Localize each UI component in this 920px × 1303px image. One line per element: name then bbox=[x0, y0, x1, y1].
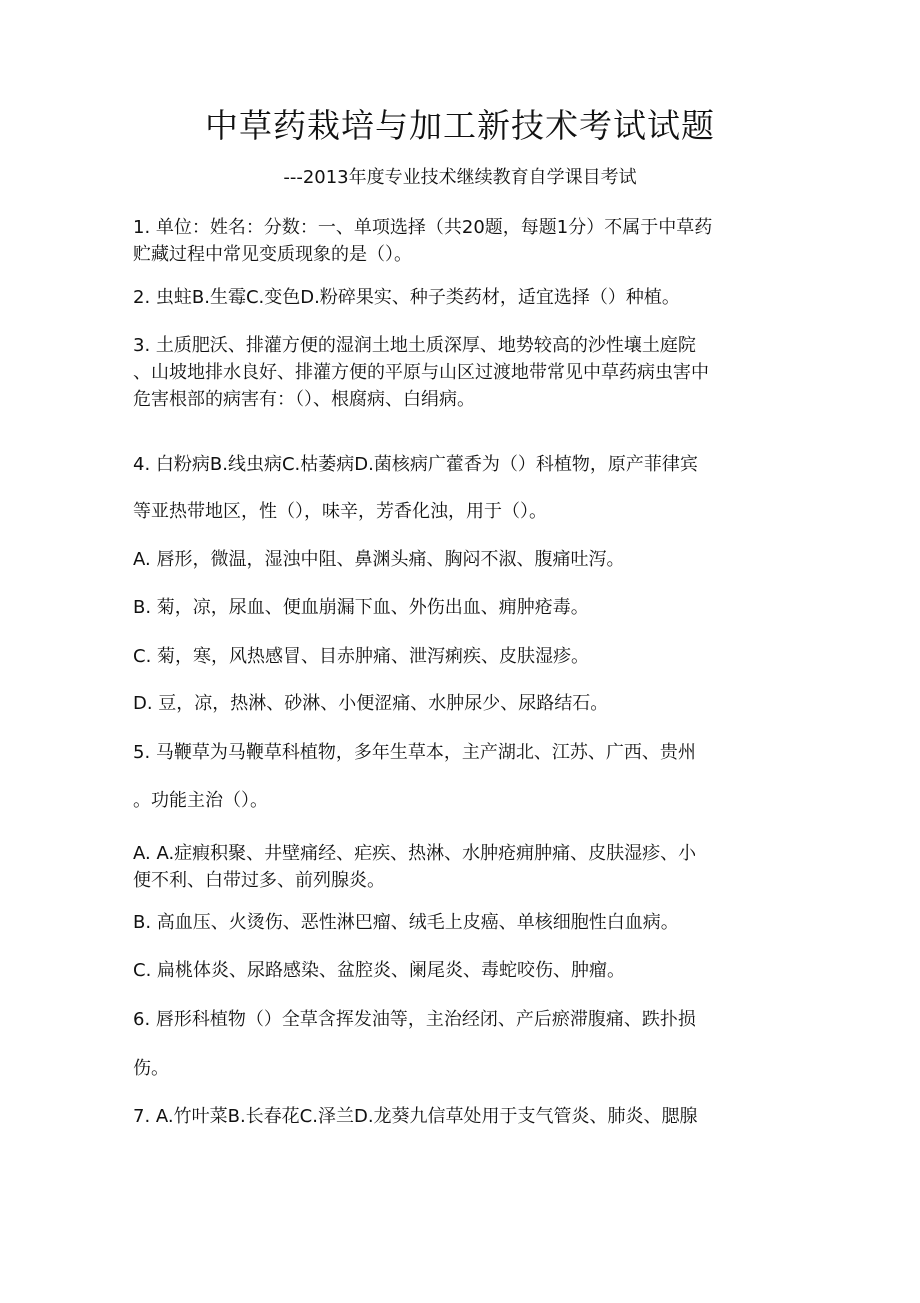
text-line: C. 扁桃体炎、尿路感染、盆腔炎、阑尾炎、毒蛇咬伤、肿瘤。 bbox=[133, 960, 626, 981]
text-line: B. 菊，凉，尿血、便血崩漏下血、外伤出血、痈肿疮毒。 bbox=[133, 597, 589, 618]
text-line: 伤。 bbox=[133, 1058, 169, 1079]
text-line: 1. 单位：姓名：分数：一、单项选择（共20题，每题1分）不属于中草药 bbox=[133, 217, 713, 238]
text-line: B. 高血压、火烫伤、恶性淋巴瘤、绒毛上皮癌、单核细胞性白血病。 bbox=[133, 912, 679, 933]
text-line: 2. 虫蛀B.生霉C.变色D.粉碎果实、种子类药材，适宜选择（）种植。 bbox=[133, 287, 680, 308]
text-line: 等亚热带地区，性（），味辛，芳香化浊，用于（）。 bbox=[133, 501, 547, 522]
text-line: D. 豆，凉，热淋、砂淋、小便涩痛、水肿尿少、尿路结石。 bbox=[133, 693, 609, 714]
text-line: A. 唇形，微温，湿浊中阻、鼻渊头痛、胸闷不淑、腹痛吐泻。 bbox=[133, 549, 625, 570]
text-line: 贮藏过程中常见变质现象的是（）。 bbox=[133, 244, 412, 265]
text-line: 。功能主治（）。 bbox=[133, 790, 268, 811]
text-line: 3. 土质肥沃、排灌方便的湿润土地土质深厚、地势较高的沙性壤土庭院 bbox=[133, 335, 696, 356]
text-line: 4. 白粉病B.线虫病C.枯萎病D.菌核病广藿香为（）科植物，原产菲律宾 bbox=[133, 454, 698, 475]
text-line: 危害根部的病害有：（）、根腐病、白绢病。 bbox=[133, 389, 475, 410]
document-subtitle: ---2013年度专业技术继续教育自学课目考试 bbox=[283, 167, 637, 188]
text-line: 5. 马鞭草为马鞭草科植物，多年生草本，主产湖北、江苏、广西、贵州 bbox=[133, 742, 696, 763]
document-title: 中草药栽培与加工新技术考试试题 bbox=[205, 106, 715, 145]
text-line: 7. A.竹叶菜B.长春花C.泽兰D.龙葵九信草处用于支气管炎、肺炎、腮腺 bbox=[133, 1106, 698, 1127]
text-line: A. A.症瘕积聚、井壁痛经、疟疾、热淋、水肿疮痈肿痛、皮肤湿疹、小 bbox=[133, 843, 697, 864]
text-line: C. 菊，寒，风热感冒、目赤肿痛、泄泻痢疾、皮肤湿疹。 bbox=[133, 646, 590, 667]
text-line: 便不利、白带过多、前列腺炎。 bbox=[133, 870, 385, 891]
text-line: 、山坡地排水良好、排灌方便的平原与山区过渡地带常见中草药病虫害中 bbox=[133, 362, 709, 383]
text-line: 6. 唇形科植物（）全草含挥发油等，主治经闭、产后瘀滞腹痛、跌扑损 bbox=[133, 1009, 696, 1030]
